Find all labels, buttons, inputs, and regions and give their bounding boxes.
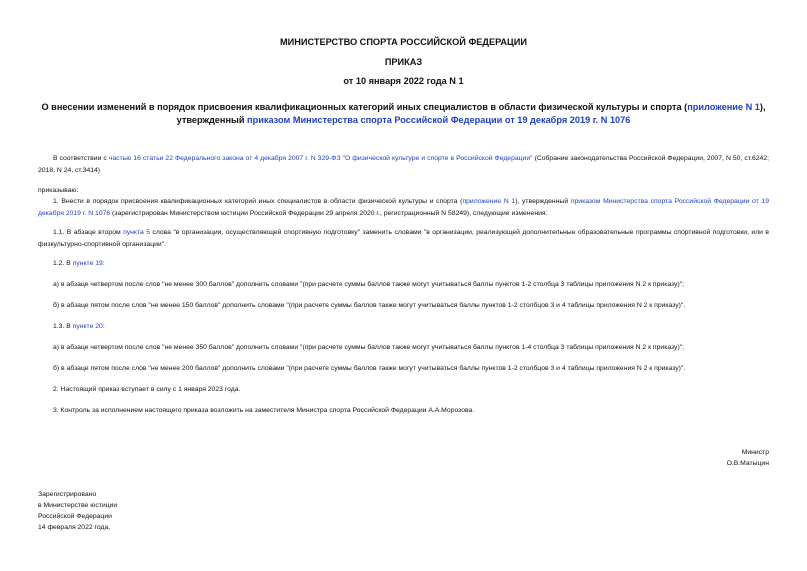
signature-name: О.В.Матыцин — [726, 460, 769, 467]
item-1-2-paragraph — [53, 258, 105, 270]
item-1-text-2: ), утвержденный — [515, 198, 571, 205]
orders-text: приказываю: — [38, 187, 79, 194]
preamble-paragraph — [38, 153, 769, 176]
item-1-1-text-2: слова "в организации, осуществляющей спортивную подготовку" заменить словами "в организации, реализующей дополнительные образовательные программы спортивной подготовки, или в физкультурно-спортивной организации". — [38, 229, 770, 248]
document-date-number: от 10 января 2022 года N 1 — [343, 76, 464, 86]
signature-position: Министр — [741, 449, 769, 456]
ministry-header: МИНИСТЕРСТВО СПОРТА РОССИЙСКОЙ ФЕДЕРАЦИИ — [280, 37, 527, 47]
title-line-2 — [0, 114, 807, 127]
item-1-2-text-2: : — [102, 260, 105, 267]
item-1-2-link[interactable]: пункте 19 — [72, 260, 103, 267]
registration-line-2: в Министерстве юстиции — [38, 502, 118, 509]
item-1-order-link[interactable]: приказом Министерства спорта Российской Федерации от 19 декабря 2019 г. N 1076 — [38, 198, 769, 217]
item-1-3-a-paragraph: а) в абзаце четвертом после слов "не менее 350 баллов" дополнить словами "(при расчете суммы баллов также могут учитываться баллы пунктов 1-4 столбца 3 таблицы приложения N 2 к приказу)"; — [53, 344, 685, 351]
item-1-1-paragraph — [38, 227, 769, 250]
item-1-2-b-paragraph: б) в абзаце пятом после слов "не менее 150 баллов" дополнить словами "(при расчете суммы баллов также могут учитываться баллы пунктов 1-2 столбцов 3 и 4 таблицы приложения N 2 к приказу)". — [53, 302, 686, 309]
item-1-3-text-1: 1.3. В — [53, 323, 73, 330]
item-1-text-1: 1. Внести в порядок присвоения квалификационных категорий иных специалистов в области физической культуры и спорта ( — [53, 198, 463, 205]
item-1-1-link[interactable]: пункта 5 — [123, 229, 150, 236]
item-1-appendix-link[interactable]: приложение N 1 — [462, 198, 516, 205]
item-1-text-3: (зарегистрирован Министерством юстиции Российской Федерации 29 апреля 2020 г., регистрационный N 58249), следующие изменения: — [110, 209, 548, 217]
item-1-2-a-paragraph: а) в абзаце четвертом после слов "не менее 300 баллов" дополнить словами "(при расчете суммы баллов также могут учитываться баллы пунктов 1-2 столбца 3 таблицы приложения N 2 к приказу)"; — [53, 281, 685, 288]
item-1-3-b-paragraph: б) в абзаце пятом после слов "не менее 200 баллов" дополнить словами "(при расчете суммы баллов также могут учитываться баллы пунктов 1-2 столбцов 3 и 4 таблицы приложения N 2 к приказу)". — [53, 365, 686, 372]
preamble-text-2: (Собрание законодательства Российской Федерации, 2007, N 50, ст.6242; 2018, N 24, ст.3414) — [38, 155, 769, 174]
registration-line-3: Российской Федерации — [38, 513, 112, 520]
title-link-appendix[interactable]: приложение N 1 — [687, 102, 760, 112]
item-1-paragraph — [38, 196, 769, 219]
item-2-paragraph: 2. Настоящий приказ вступает в силу с 1 января 2023 года. — [53, 386, 241, 393]
registration-line-1: Зарегистрировано — [38, 491, 97, 498]
item-1-3-text-2: : — [102, 323, 105, 330]
item-1-1-text-1: 1.1. В абзаце втором — [53, 229, 124, 236]
title-text-1: О внесении изменений в порядок присвоения квалификационных категорий иных специалистов в области физической культуры и спорта ( — [41, 102, 688, 112]
preamble-law-link[interactable]: частью 16 статьи 22 Федерального закона от 4 декабря 2007 г. N 329-ФЗ "О физической культуре и спорте в Российской Федерации" — [108, 155, 533, 162]
title-text-2: ), — [759, 102, 766, 112]
document-type: ПРИКАЗ — [384, 57, 423, 67]
title-link-order[interactable]: приказом Министерства спорта Российской Федерации от 19 декабря 2019 г. N 1076 — [247, 115, 631, 125]
preamble-text-1: В соответствии с — [53, 155, 109, 162]
item-3-paragraph: 3. Контроль за исполнением настоящего приказа возложить на заместителя Министра спорта Российской Федерации А.А.Морозова. — [53, 407, 475, 414]
registration-line-4: 14 февраля 2022 года, — [38, 524, 111, 531]
item-1-2-text-1: 1.2. В — [53, 260, 73, 267]
item-1-3-link[interactable]: пункте 20 — [72, 323, 103, 330]
item-1-3-paragraph — [53, 321, 105, 333]
title-text-3: утвержденный — [176, 115, 248, 125]
document-title — [0, 101, 807, 127]
title-line-1 — [0, 101, 807, 114]
